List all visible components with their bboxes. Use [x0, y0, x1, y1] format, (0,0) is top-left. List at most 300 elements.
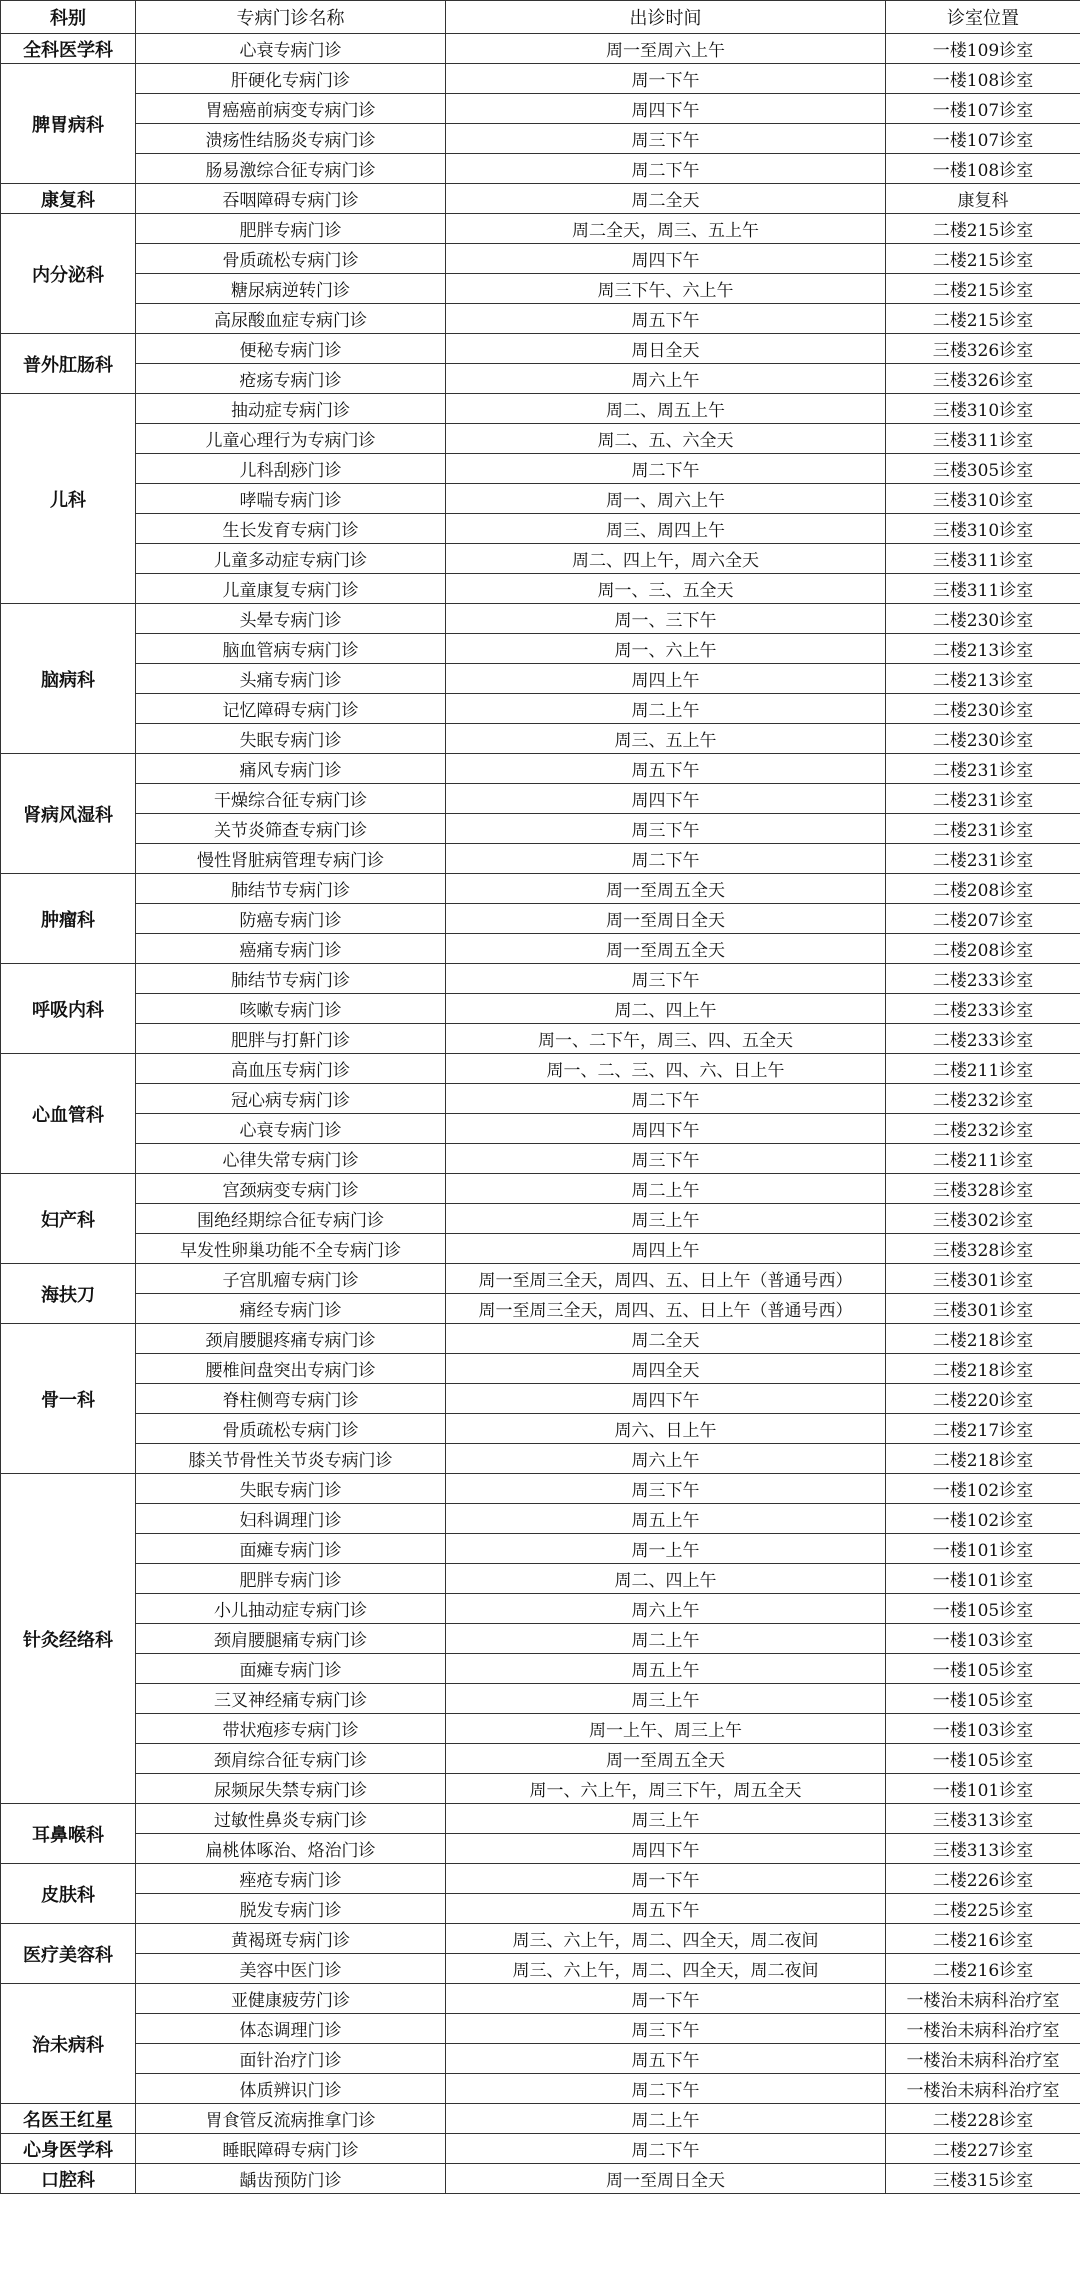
- table-row: [1, 724, 1080, 754]
- clinic-time-cell: 周一、三、五全天: [446, 574, 886, 604]
- table-row: [1, 1294, 1080, 1324]
- room-location-cell: 三楼310诊室: [886, 514, 1080, 544]
- clinic-time-cell: 周六上午: [446, 1444, 886, 1474]
- clinic-name-cell: 记忆障碍专病门诊: [136, 694, 446, 724]
- department-cell: 海扶刀: [1, 1264, 136, 1324]
- clinic-name-cell: 冠心病专病门诊: [136, 1084, 446, 1114]
- clinic-name-cell: 关节炎筛查专病门诊: [136, 814, 446, 844]
- clinic-time-cell: 周五下午: [446, 1894, 886, 1924]
- room-location-cell: 一楼105诊室: [886, 1684, 1080, 1714]
- table-row: [1, 1084, 1080, 1114]
- department-cell: 脑病科: [1, 604, 136, 754]
- table-row: [1, 1174, 1080, 1204]
- clinic-name-cell: 体质辨识门诊: [136, 2074, 446, 2104]
- clinic-time-cell: 周二下午: [446, 2134, 886, 2164]
- clinic-name-cell: 宫颈病变专病门诊: [136, 1174, 446, 1204]
- clinic-time-cell: 周三下午: [446, 1474, 886, 1504]
- clinic-time-cell: 周一至周三全天，周四、五、日上午（普通号西）: [446, 1264, 886, 1294]
- room-location-cell: 二楼231诊室: [886, 754, 1080, 784]
- room-location-cell: 二楼233诊室: [886, 964, 1080, 994]
- room-location-cell: 一楼109诊室: [886, 34, 1080, 64]
- clinic-time-cell: 周六上午: [446, 1594, 886, 1624]
- room-location-cell: 一楼108诊室: [886, 64, 1080, 94]
- table-row: [1, 934, 1080, 964]
- clinic-name-cell: 胃癌癌前病变专病门诊: [136, 94, 446, 124]
- room-location-cell: 二楼231诊室: [886, 844, 1080, 874]
- room-location-cell: 三楼310诊室: [886, 484, 1080, 514]
- table-row: [1, 1654, 1080, 1684]
- table-row: [1, 1324, 1080, 1354]
- clinic-name-cell: 头痛专病门诊: [136, 664, 446, 694]
- room-location-cell: 一楼105诊室: [886, 1744, 1080, 1774]
- header-clinic-name: 专病门诊名称: [136, 1, 446, 34]
- clinic-time-cell: 周二上午: [446, 694, 886, 724]
- clinic-name-cell: 肠易激综合征专病门诊: [136, 154, 446, 184]
- clinic-time-cell: 周一、六上午，周三下午，周五全天: [446, 1774, 886, 1804]
- room-location-cell: 三楼311诊室: [886, 424, 1080, 454]
- table-row: [1, 2104, 1080, 2134]
- room-location-cell: 一楼107诊室: [886, 94, 1080, 124]
- clinic-time-cell: 周一、六上午: [446, 634, 886, 664]
- clinic-time-cell: 周一上午: [446, 1534, 886, 1564]
- table-row: [1, 874, 1080, 904]
- room-location-cell: 二楼218诊室: [886, 1324, 1080, 1354]
- clinic-name-cell: 脑血管病专病门诊: [136, 634, 446, 664]
- table-row: [1, 754, 1080, 784]
- room-location-cell: 二楼213诊室: [886, 634, 1080, 664]
- clinic-name-cell: 面瘫专病门诊: [136, 1654, 446, 1684]
- clinic-time-cell: 周二上午: [446, 1624, 886, 1654]
- clinic-time-cell: 周一至周日全天: [446, 904, 886, 934]
- clinic-time-cell: 周一至周五全天: [446, 934, 886, 964]
- clinic-time-cell: 周二全天，周三、五上午: [446, 214, 886, 244]
- room-location-cell: 三楼301诊室: [886, 1264, 1080, 1294]
- room-location-cell: 二楼230诊室: [886, 694, 1080, 724]
- clinic-time-cell: 周四下午: [446, 784, 886, 814]
- clinic-name-cell: 面针治疗门诊: [136, 2044, 446, 2074]
- table-row: [1, 124, 1080, 154]
- department-cell: 医疗美容科: [1, 1924, 136, 1984]
- table-row: [1, 184, 1080, 214]
- table-row: [1, 574, 1080, 604]
- clinic-name-cell: 痤疮专病门诊: [136, 1864, 446, 1894]
- table-row: [1, 1024, 1080, 1054]
- table-row: [1, 1744, 1080, 1774]
- room-location-cell: 二楼216诊室: [886, 1924, 1080, 1954]
- clinic-time-cell: 周二、四上午: [446, 1564, 886, 1594]
- table-row: [1, 1624, 1080, 1654]
- table-row: [1, 694, 1080, 724]
- table-row: [1, 604, 1080, 634]
- clinic-name-cell: 吞咽障碍专病门诊: [136, 184, 446, 214]
- clinic-name-cell: 高血压专病门诊: [136, 1054, 446, 1084]
- table-row: [1, 1474, 1080, 1504]
- clinic-time-cell: 周四全天: [446, 1354, 886, 1384]
- room-location-cell: 一楼102诊室: [886, 1504, 1080, 1534]
- table-row: [1, 784, 1080, 814]
- clinic-name-cell: 颈肩腰腿疼痛专病门诊: [136, 1324, 446, 1354]
- room-location-cell: 三楼310诊室: [886, 394, 1080, 424]
- room-location-cell: 二楼211诊室: [886, 1144, 1080, 1174]
- department-cell: 肿瘤科: [1, 874, 136, 964]
- room-location-cell: 二楼228诊室: [886, 2104, 1080, 2134]
- clinic-time-cell: 周二下午: [446, 154, 886, 184]
- clinic-time-cell: 周三上午: [446, 1204, 886, 1234]
- clinic-time-cell: 周二、五、六全天: [446, 424, 886, 454]
- clinic-time-cell: 周三上午: [446, 1804, 886, 1834]
- clinic-name-cell: 儿童多动症专病门诊: [136, 544, 446, 574]
- room-location-cell: 二楼218诊室: [886, 1444, 1080, 1474]
- table-row: [1, 454, 1080, 484]
- clinic-name-cell: 小儿抽动症专病门诊: [136, 1594, 446, 1624]
- room-location-cell: 二楼215诊室: [886, 244, 1080, 274]
- room-location-cell: 二楼230诊室: [886, 724, 1080, 754]
- table-row: [1, 1684, 1080, 1714]
- room-location-cell: 二楼208诊室: [886, 874, 1080, 904]
- clinic-name-cell: 失眠专病门诊: [136, 724, 446, 754]
- clinic-time-cell: 周三下午、六上午: [446, 274, 886, 304]
- department-cell: 呼吸内科: [1, 964, 136, 1054]
- table-row: [1, 484, 1080, 514]
- table-row: [1, 2074, 1080, 2104]
- clinic-name-cell: 咳嗽专病门诊: [136, 994, 446, 1024]
- clinic-name-cell: 头晕专病门诊: [136, 604, 446, 634]
- table-row: [1, 544, 1080, 574]
- clinic-name-cell: 腰椎间盘突出专病门诊: [136, 1354, 446, 1384]
- department-cell: 名医王红星: [1, 2104, 136, 2134]
- room-location-cell: 一楼102诊室: [886, 1474, 1080, 1504]
- department-cell: 儿科: [1, 394, 136, 604]
- department-cell: 肾病风湿科: [1, 754, 136, 874]
- clinic-name-cell: 心律失常专病门诊: [136, 1144, 446, 1174]
- room-location-cell: 二楼230诊室: [886, 604, 1080, 634]
- table-row: [1, 1114, 1080, 1144]
- clinic-name-cell: 儿童康复专病门诊: [136, 574, 446, 604]
- table-row: [1, 2014, 1080, 2044]
- clinic-time-cell: 周三下午: [446, 2014, 886, 2044]
- room-location-cell: 三楼301诊室: [886, 1294, 1080, 1324]
- table-row: [1, 1144, 1080, 1174]
- clinic-name-cell: 子宫肌瘤专病门诊: [136, 1264, 446, 1294]
- clinic-name-cell: 肺结节专病门诊: [136, 964, 446, 994]
- clinic-name-cell: 失眠专病门诊: [136, 1474, 446, 1504]
- table-row: [1, 844, 1080, 874]
- room-location-cell: 三楼315诊室: [886, 2164, 1080, 2194]
- room-location-cell: 二楼225诊室: [886, 1894, 1080, 1924]
- clinic-name-cell: 哮喘专病门诊: [136, 484, 446, 514]
- department-cell: 脾胃病科: [1, 64, 136, 184]
- table-row: [1, 1894, 1080, 1924]
- table-row: [1, 1504, 1080, 1534]
- clinic-name-cell: 脱发专病门诊: [136, 1894, 446, 1924]
- clinic-time-cell: 周三下午: [446, 1144, 886, 1174]
- clinic-time-cell: 周三下午: [446, 814, 886, 844]
- clinic-name-cell: 疮疡专病门诊: [136, 364, 446, 394]
- room-location-cell: 一楼治未病科治疗室: [886, 2014, 1080, 2044]
- table-row: [1, 1774, 1080, 1804]
- table-row: [1, 304, 1080, 334]
- clinic-name-cell: 心衰专病门诊: [136, 1114, 446, 1144]
- room-location-cell: 二楼213诊室: [886, 664, 1080, 694]
- clinic-name-cell: 胃食管反流病推拿门诊: [136, 2104, 446, 2134]
- clinic-name-cell: 心衰专病门诊: [136, 34, 446, 64]
- clinic-time-cell: 周二、周五上午: [446, 394, 886, 424]
- table-row: [1, 1264, 1080, 1294]
- clinic-time-cell: 周三、六上午，周二、四全天，周二夜间: [446, 1954, 886, 1984]
- clinic-name-cell: 美容中医门诊: [136, 1954, 446, 1984]
- table-row: [1, 634, 1080, 664]
- clinic-time-cell: 周四下午: [446, 1384, 886, 1414]
- room-location-cell: 三楼328诊室: [886, 1234, 1080, 1264]
- room-location-cell: 二楼226诊室: [886, 1864, 1080, 1894]
- department-cell: 内分泌科: [1, 214, 136, 334]
- clinic-time-cell: 周四下午: [446, 1114, 886, 1144]
- clinic-time-cell: 周二、四上午: [446, 994, 886, 1024]
- department-cell: 康复科: [1, 184, 136, 214]
- clinic-time-cell: 周二下午: [446, 1084, 886, 1114]
- room-location-cell: 一楼治未病科治疗室: [886, 2044, 1080, 2074]
- clinic-name-cell: 睡眠障碍专病门诊: [136, 2134, 446, 2164]
- room-location-cell: 一楼105诊室: [886, 1654, 1080, 1684]
- department-cell: 针灸经络科: [1, 1474, 136, 1804]
- clinic-time-cell: 周一下午: [446, 1984, 886, 2014]
- room-location-cell: 三楼313诊室: [886, 1804, 1080, 1834]
- clinic-time-cell: 周六上午: [446, 364, 886, 394]
- department-cell: 妇产科: [1, 1174, 136, 1264]
- header-clinic-time: 出诊时间: [446, 1, 886, 34]
- clinic-time-cell: 周四上午: [446, 664, 886, 694]
- table-row: [1, 2044, 1080, 2074]
- clinic-time-cell: 周四下午: [446, 1834, 886, 1864]
- clinic-time-cell: 周一、二、三、四、六、日上午: [446, 1054, 886, 1084]
- table-row: [1, 1594, 1080, 1624]
- table-row: [1, 2164, 1080, 2194]
- table-row: [1, 964, 1080, 994]
- clinic-time-cell: 周二上午: [446, 2104, 886, 2134]
- room-location-cell: 二楼211诊室: [886, 1054, 1080, 1084]
- room-location-cell: 一楼105诊室: [886, 1594, 1080, 1624]
- table-row: [1, 1984, 1080, 2014]
- clinic-time-cell: 周二下午: [446, 2074, 886, 2104]
- table-row: [1, 1384, 1080, 1414]
- table-row: [1, 1864, 1080, 1894]
- header-room-location: 诊室位置: [886, 1, 1080, 34]
- room-location-cell: 一楼108诊室: [886, 154, 1080, 184]
- clinic-name-cell: 龋齿预防门诊: [136, 2164, 446, 2194]
- clinic-time-cell: 周一下午: [446, 1864, 886, 1894]
- clinic-time-cell: 周一至周五全天: [446, 1744, 886, 1774]
- room-location-cell: 三楼302诊室: [886, 1204, 1080, 1234]
- department-cell: 骨一科: [1, 1324, 136, 1474]
- clinic-name-cell: 带状疱疹专病门诊: [136, 1714, 446, 1744]
- clinic-name-cell: 儿科刮痧门诊: [136, 454, 446, 484]
- room-location-cell: 二楼218诊室: [886, 1354, 1080, 1384]
- table-row: [1, 1414, 1080, 1444]
- clinic-name-cell: 早发性卵巢功能不全专病门诊: [136, 1234, 446, 1264]
- clinic-time-cell: 周一至周六上午: [446, 34, 886, 64]
- room-location-cell: 二楼215诊室: [886, 304, 1080, 334]
- table-row: [1, 364, 1080, 394]
- table-row: [1, 1564, 1080, 1594]
- room-location-cell: 一楼101诊室: [886, 1564, 1080, 1594]
- clinic-name-cell: 尿频尿失禁专病门诊: [136, 1774, 446, 1804]
- clinic-time-cell: 周二、四上午，周六全天: [446, 544, 886, 574]
- table-row: [1, 1354, 1080, 1384]
- table-row: [1, 334, 1080, 364]
- clinic-name-cell: 痛经专病门诊: [136, 1294, 446, 1324]
- clinic-name-cell: 围绝经期综合征专病门诊: [136, 1204, 446, 1234]
- table-row: [1, 274, 1080, 304]
- clinic-name-cell: 便秘专病门诊: [136, 334, 446, 364]
- room-location-cell: 二楼227诊室: [886, 2134, 1080, 2164]
- clinic-name-cell: 儿童心理行为专病门诊: [136, 424, 446, 454]
- clinic-time-cell: 周一至周五全天: [446, 874, 886, 904]
- room-location-cell: 二楼233诊室: [886, 1024, 1080, 1054]
- department-cell: 口腔科: [1, 2164, 136, 2194]
- table-row: [1, 1714, 1080, 1744]
- table-row: [1, 1924, 1080, 1954]
- clinic-time-cell: 周一至周三全天，周四、五、日上午（普通号西）: [446, 1294, 886, 1324]
- clinic-name-cell: 肥胖专病门诊: [136, 1564, 446, 1594]
- room-location-cell: 一楼治未病科治疗室: [886, 1984, 1080, 2014]
- room-location-cell: 二楼215诊室: [886, 274, 1080, 304]
- department-cell: 皮肤科: [1, 1864, 136, 1924]
- room-location-cell: 一楼103诊室: [886, 1624, 1080, 1654]
- room-location-cell: 二楼231诊室: [886, 784, 1080, 814]
- room-location-cell: 三楼305诊室: [886, 454, 1080, 484]
- room-location-cell: 二楼215诊室: [886, 214, 1080, 244]
- table-row: [1, 514, 1080, 544]
- clinic-time-cell: 周四下午: [446, 244, 886, 274]
- clinic-name-cell: 痛风专病门诊: [136, 754, 446, 784]
- clinic-name-cell: 面瘫专病门诊: [136, 1534, 446, 1564]
- clinic-name-cell: 脊柱侧弯专病门诊: [136, 1384, 446, 1414]
- clinic-name-cell: 溃疡性结肠炎专病门诊: [136, 124, 446, 154]
- clinic-time-cell: 周六、日上午: [446, 1414, 886, 1444]
- clinic-time-cell: 周三上午: [446, 1684, 886, 1714]
- clinic-name-cell: 肥胖专病门诊: [136, 214, 446, 244]
- clinic-name-cell: 骨质疏松专病门诊: [136, 244, 446, 274]
- room-location-cell: 一楼治未病科治疗室: [886, 2074, 1080, 2104]
- clinic-name-cell: 糖尿病逆转门诊: [136, 274, 446, 304]
- clinic-name-cell: 肝硬化专病门诊: [136, 64, 446, 94]
- clinic-time-cell: 周三、周四上午: [446, 514, 886, 544]
- department-cell: 心身医学科: [1, 2134, 136, 2164]
- clinic-name-cell: 肥胖与打鼾门诊: [136, 1024, 446, 1054]
- clinic-time-cell: 周一下午: [446, 64, 886, 94]
- room-location-cell: 二楼220诊室: [886, 1384, 1080, 1414]
- room-location-cell: 三楼326诊室: [886, 364, 1080, 394]
- room-location-cell: 二楼233诊室: [886, 994, 1080, 1024]
- table-body: [1, 1, 1080, 2194]
- clinic-time-cell: 周五下午: [446, 754, 886, 784]
- table-row: [1, 1954, 1080, 1984]
- clinic-name-cell: 亚健康疲劳门诊: [136, 1984, 446, 2014]
- department-cell: 普外肛肠科: [1, 334, 136, 394]
- clinic-name-cell: 高尿酸血症专病门诊: [136, 304, 446, 334]
- clinic-time-cell: 周一上午、周三上午: [446, 1714, 886, 1744]
- clinic-name-cell: 防癌专病门诊: [136, 904, 446, 934]
- clinic-time-cell: 周三下午: [446, 964, 886, 994]
- table-row: [1, 64, 1080, 94]
- table-header-row: [1, 1, 1080, 34]
- table-row: [1, 1804, 1080, 1834]
- clinic-time-cell: 周二下午: [446, 454, 886, 484]
- clinic-time-cell: 周一、二下午，周三、四、五全天: [446, 1024, 886, 1054]
- clinic-time-cell: 周日全天: [446, 334, 886, 364]
- table-row: [1, 664, 1080, 694]
- clinic-name-cell: 过敏性鼻炎专病门诊: [136, 1804, 446, 1834]
- clinic-time-cell: 周二全天: [446, 184, 886, 214]
- clinic-name-cell: 颈肩综合征专病门诊: [136, 1744, 446, 1774]
- room-location-cell: 三楼311诊室: [886, 544, 1080, 574]
- department-cell: 全科医学科: [1, 34, 136, 64]
- clinic-time-cell: 周一、三下午: [446, 604, 886, 634]
- table-row: [1, 1234, 1080, 1264]
- room-location-cell: 二楼217诊室: [886, 1414, 1080, 1444]
- clinic-time-cell: 周五上午: [446, 1504, 886, 1534]
- clinic-time-cell: 周五下午: [446, 304, 886, 334]
- clinic-name-cell: 黄褐斑专病门诊: [136, 1924, 446, 1954]
- clinic-time-cell: 周三、五上午: [446, 724, 886, 754]
- clinic-time-cell: 周五上午: [446, 1654, 886, 1684]
- department-cell: 耳鼻喉科: [1, 1804, 136, 1864]
- table-row: [1, 394, 1080, 424]
- clinic-time-cell: 周二全天: [446, 1324, 886, 1354]
- table-row: [1, 2134, 1080, 2164]
- clinic-name-cell: 生长发育专病门诊: [136, 514, 446, 544]
- room-location-cell: 一楼101诊室: [886, 1774, 1080, 1804]
- clinic-name-cell: 骨质疏松专病门诊: [136, 1414, 446, 1444]
- table-row: [1, 1444, 1080, 1474]
- room-location-cell: 三楼326诊室: [886, 334, 1080, 364]
- table-row: [1, 1054, 1080, 1084]
- table-row: [1, 814, 1080, 844]
- room-location-cell: 二楼232诊室: [886, 1084, 1080, 1114]
- clinic-time-cell: 周二上午: [446, 1174, 886, 1204]
- clinic-time-cell: 周四上午: [446, 1234, 886, 1264]
- table-row: [1, 1534, 1080, 1564]
- clinic-name-cell: 肺结节专病门诊: [136, 874, 446, 904]
- table-row: [1, 244, 1080, 274]
- clinic-time-cell: 周三下午: [446, 124, 886, 154]
- room-location-cell: 三楼313诊室: [886, 1834, 1080, 1864]
- department-cell: 心血管科: [1, 1054, 136, 1174]
- table-row: [1, 904, 1080, 934]
- clinic-name-cell: 膝关节骨性关节炎专病门诊: [136, 1444, 446, 1474]
- table-row: [1, 424, 1080, 454]
- room-location-cell: 二楼216诊室: [886, 1954, 1080, 1984]
- header-department: 科别: [1, 1, 136, 34]
- room-location-cell: 二楼207诊室: [886, 904, 1080, 934]
- room-location-cell: 二楼231诊室: [886, 814, 1080, 844]
- room-location-cell: 二楼208诊室: [886, 934, 1080, 964]
- department-cell: 治未病科: [1, 1984, 136, 2104]
- clinic-time-cell: 周五下午: [446, 2044, 886, 2074]
- clinic-time-cell: 周一至周日全天: [446, 2164, 886, 2194]
- table-row: [1, 214, 1080, 244]
- clinic-name-cell: 妇科调理门诊: [136, 1504, 446, 1534]
- clinic-time-cell: 周四下午: [446, 94, 886, 124]
- room-location-cell: 三楼328诊室: [886, 1174, 1080, 1204]
- clinic-name-cell: 慢性肾脏病管理专病门诊: [136, 844, 446, 874]
- table-row: [1, 94, 1080, 124]
- table-row: [1, 1204, 1080, 1234]
- room-location-cell: 三楼311诊室: [886, 574, 1080, 604]
- clinic-name-cell: 颈肩腰腿痛专病门诊: [136, 1624, 446, 1654]
- room-location-cell: 一楼101诊室: [886, 1534, 1080, 1564]
- clinic-name-cell: 三叉神经痛专病门诊: [136, 1684, 446, 1714]
